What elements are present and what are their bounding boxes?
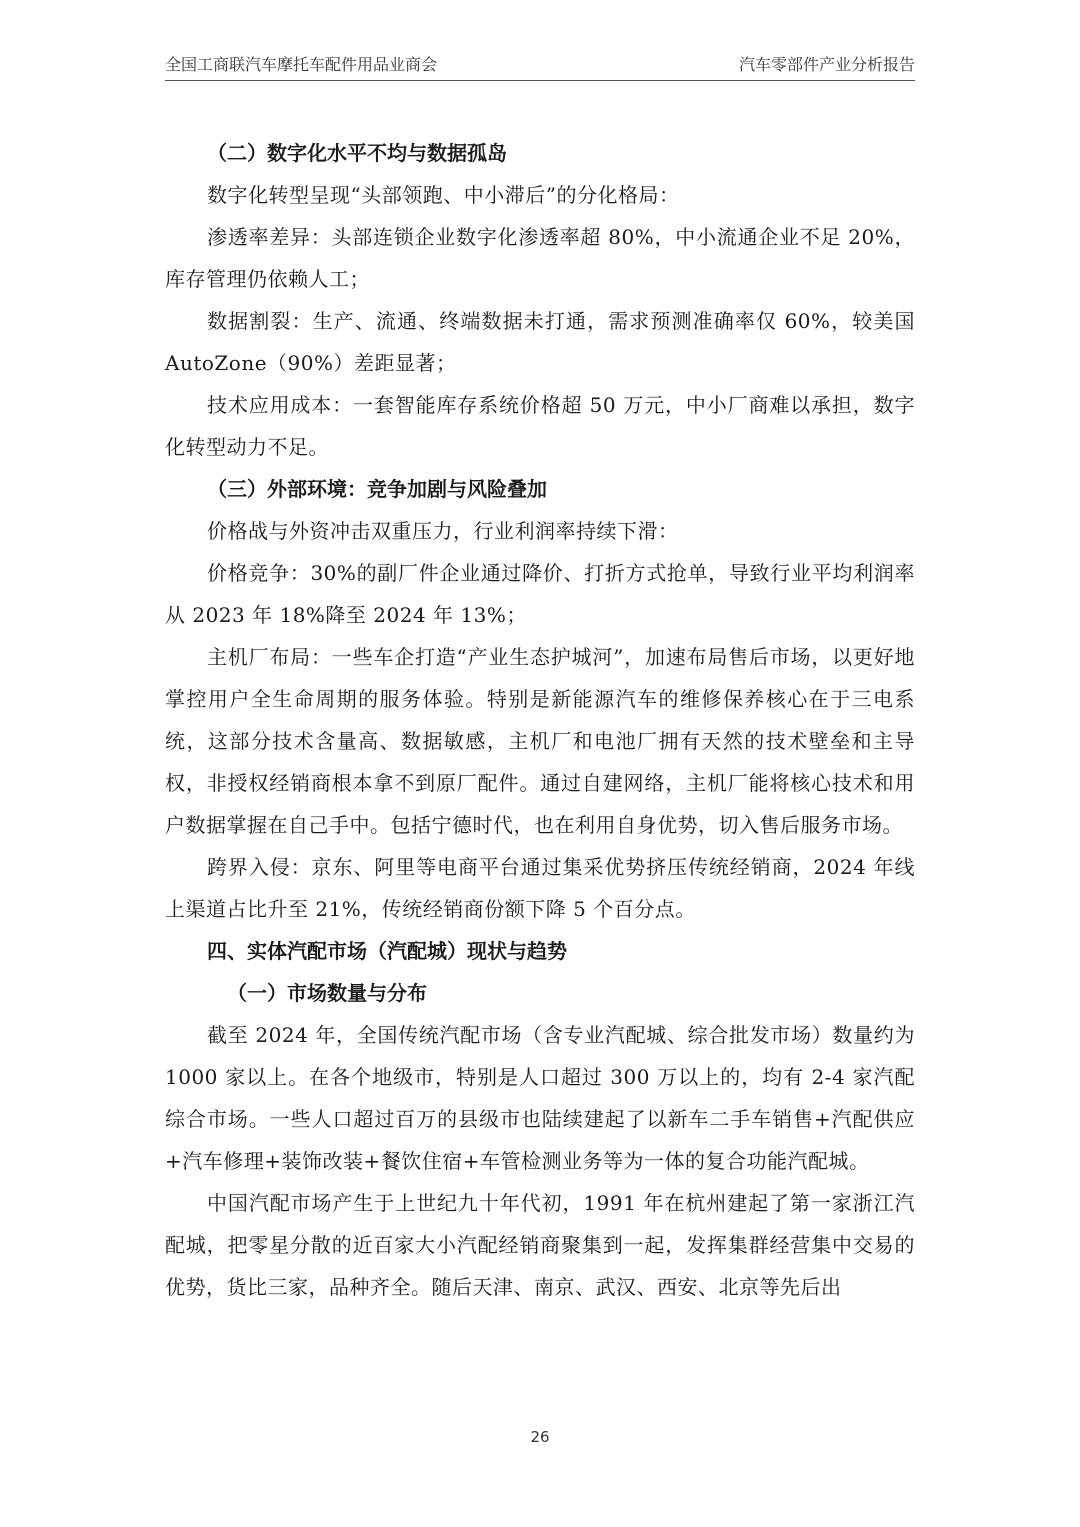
section-heading-digitalization: （二）数字化水平不均与数据孤岛 bbox=[207, 141, 507, 165]
paragraph: 主机厂布局：一些车企打造“产业生态护城河”，加速布局售后市场，以更好地掌控用户全生命周期的服务体验。特别是新能源汽车的维修保养核心在于三电系统，这部分技术含量高、数据敏感，主机厂和电池厂拥有天然的技术壁垒和主导权，非授权经销商根本拿不到原厂配件。通过自建网络，主机厂能将核心技术和用户数据掌握在自己手中。包括宁德时代，也在利用自身优势，切入售后服务市场。 bbox=[165, 645, 915, 837]
page-header bbox=[165, 52, 915, 81]
page-content bbox=[165, 132, 915, 1308]
section-heading-external-environment: （三）外部环境：竞争加剧与风险叠加 bbox=[207, 477, 547, 501]
paragraph: 价格战与外资冲击双重压力，行业利润率持续下滑： bbox=[207, 519, 679, 543]
paragraph: 价格竞争：30%的副厂件企业通过降价、打折方式抢单，导致行业平均利润率从 2023 年 18%降至 2024 年 13%； bbox=[165, 561, 915, 627]
paragraph: 渗透率差异：头部连锁企业数字化渗透率超 80%，中小流通企业不足 20%，库存管理仍依赖人工； bbox=[165, 225, 915, 291]
header-report-title: 汽车零部件产业分析报告 bbox=[738, 55, 915, 74]
page-number: 26 bbox=[530, 1428, 550, 1446]
chapter-heading-physical-market: 四、实体汽配市场（汽配城）现状与趋势 bbox=[207, 939, 567, 963]
paragraph: 技术应用成本：一套智能库存系统价格超 50 万元，中小厂商难以承担，数字化转型动力不足。 bbox=[165, 393, 915, 459]
paragraph: 截至 2024 年，全国传统汽配市场（含专业汽配城、综合批发市场）数量约为 1000 家以上。在各个地级市，特别是人口超过 300 万以上的，均有 2-4 家汽配综合市场。一些人口超过百万的县级市也陆续建起了以新车二手车销售+汽配供应+汽车修理+装饰改装+餐饮住宿+车管检测业务等为一体的复合功能汽配城。 bbox=[165, 1023, 915, 1173]
header-organization: 全国工商联汽车摩托车配件用品业商会 bbox=[165, 55, 438, 74]
section-heading-market-distribution: （一）市场数量与分布 bbox=[227, 981, 427, 1005]
paragraph: 数据割裂：生产、流通、终端数据未打通，需求预测准确率仅 60%，较美国 AutoZone（90%）差距显著； bbox=[165, 309, 915, 375]
paragraph: 中国汽配市场产生于上世纪九十年代初，1991 年在杭州建起了第一家浙江汽配城，把零星分散的近百家大小汽配经销商聚集到一起，发挥集群经营集中交易的优势，货比三家，品种齐全。随后天津、南京、武汉、西安、北京等先后出 bbox=[165, 1191, 915, 1299]
paragraph: 跨界入侵：京东、阿里等电商平台通过集采优势挤压传统经销商，2024 年线上渠道占比升至 21%，传统经销商份额下降 5 个百分点。 bbox=[165, 855, 915, 921]
paragraph: 数字化转型呈现“头部领跑、中小滞后”的分化格局： bbox=[207, 183, 680, 207]
